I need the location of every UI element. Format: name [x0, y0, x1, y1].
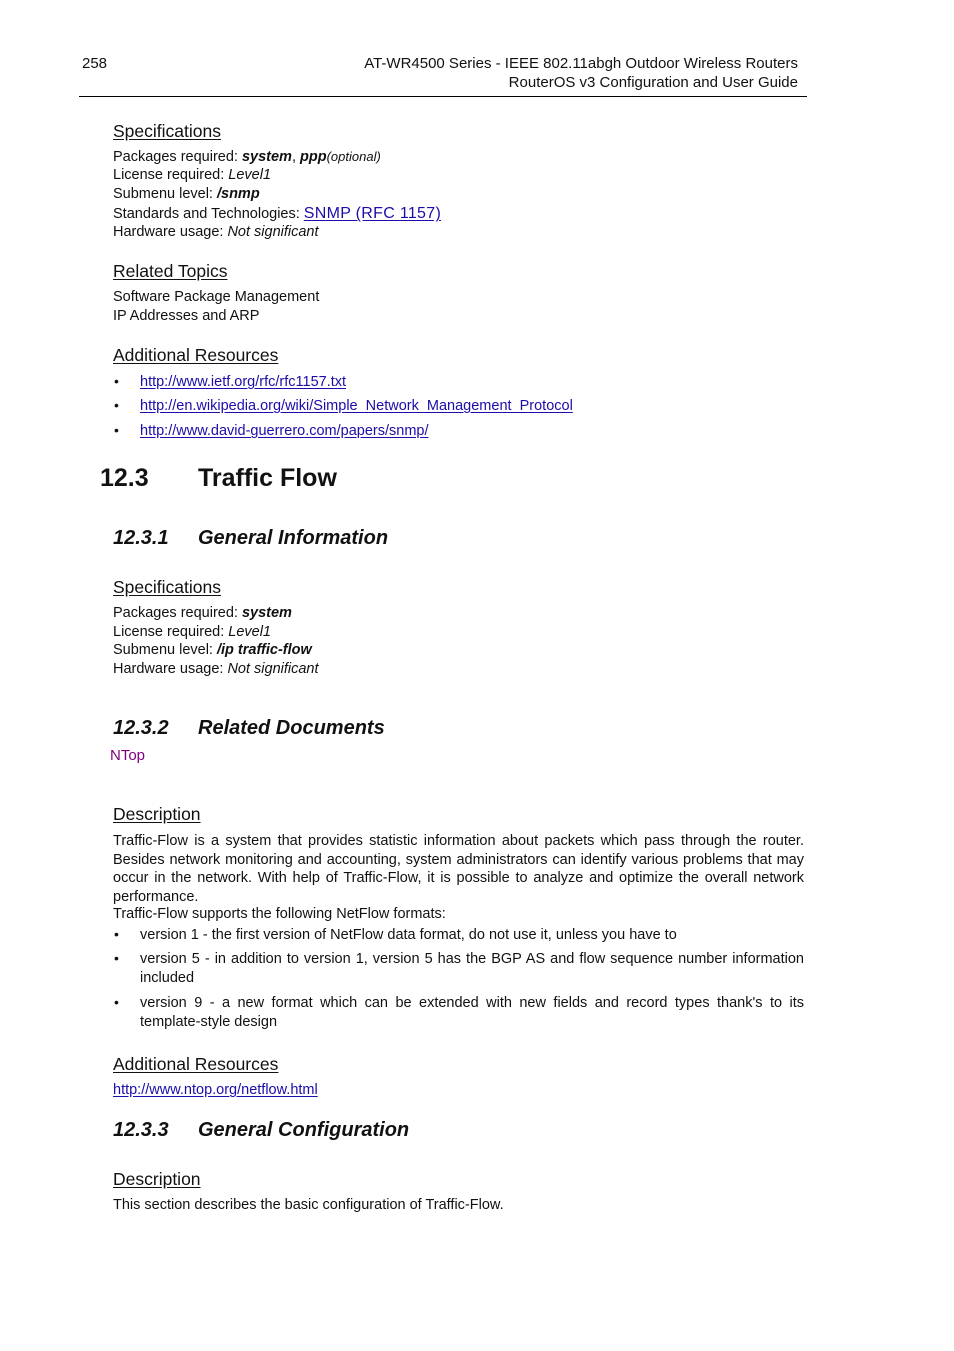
bullet-icon: •	[114, 994, 119, 1010]
page-number: 258	[82, 55, 108, 72]
formats-intro: Traffic-Flow supports the following NetFlow formats:	[113, 906, 446, 922]
header-title-line2: RouterOS v3 Configuration and User Guide	[508, 74, 798, 91]
format-list-item: version 9 - a new format which can be extended with new fields and record types thank's to its template-style design	[140, 995, 804, 1030]
snmp-submenu-line: Submenu level: /snmp	[113, 186, 260, 202]
subsection-number: 12.3.2	[113, 717, 169, 739]
snmp-packages-line: Packages required: system, ppp(optional)	[113, 149, 381, 165]
snmp-standards-line: Standards and Technologies: SNMP (RFC 1157)	[113, 205, 442, 222]
bullet-icon: •	[114, 373, 119, 389]
format-list-item: version 5 - in addition to version 1, version 5 has the BGP AS and flow sequence number information included	[140, 951, 804, 986]
tf-hardware-line: Hardware usage: Not significant	[113, 661, 319, 677]
tf-packages-line: Packages required: system	[113, 605, 292, 621]
subsection-number: 12.3.3	[113, 1119, 169, 1141]
section-number: 12.3	[100, 464, 149, 492]
section-title: Traffic Flow	[198, 464, 337, 492]
related-topic-item: IP Addresses and ARP	[113, 308, 260, 324]
subsection-number: 12.3.1	[113, 527, 169, 549]
subsection-title: General Configuration	[198, 1119, 410, 1141]
tf-additional-resources-heading: Additional Resources	[113, 1054, 279, 1074]
subsection-title: Related Documents	[198, 717, 385, 739]
description-heading: Description	[113, 804, 201, 824]
tf-submenu-line: Submenu level: /ip traffic-flow	[113, 642, 312, 658]
tf-license-line: License required: Level1	[113, 624, 271, 640]
snmp-rfc-link[interactable]: SNMP (RFC 1157)	[303, 205, 442, 222]
resource-link[interactable]: http://en.wikipedia.org/wiki/Simple_Network_Management_Protocol	[140, 398, 573, 414]
netflow-resource-link[interactable]: http://www.ntop.org/netflow.html	[113, 1082, 318, 1098]
snmp-hardware-line: Hardware usage: Not significant	[113, 224, 319, 240]
tf-specifications-heading: Specifications	[113, 577, 221, 597]
config-description-heading: Description	[113, 1169, 201, 1189]
related-topics-heading: Related Topics	[113, 261, 228, 281]
snmp-additional-resources-heading: Additional Resources	[113, 345, 279, 365]
bullet-icon: •	[114, 422, 119, 438]
snmp-license-line: License required: Level1	[113, 167, 271, 183]
header-title-line1: AT-WR4500 Series - IEEE 802.11abgh Outdoor Wireless Routers	[364, 55, 798, 72]
bullet-icon: •	[114, 926, 119, 942]
bullet-icon: •	[114, 397, 119, 413]
resource-link[interactable]: http://www.david-guerrero.com/papers/snmp/	[140, 423, 429, 439]
subsection-title: General Information	[198, 527, 389, 549]
bullet-icon: •	[114, 950, 119, 966]
resource-link[interactable]: http://www.ietf.org/rfc/rfc1157.txt	[140, 374, 347, 390]
header-rule	[79, 96, 807, 97]
description-paragraph: Traffic-Flow is a system that provides statistic information about packets which pass through the router. Besides network monitoring and accounting, system administrators can identify various problems that may occur in the network. With help of Traffic-Flow, it is possible to analyze and optimize the overall network performance.	[113, 833, 804, 905]
ntop-link[interactable]: NTop	[110, 747, 146, 764]
config-description-text: This section describes the basic configuration of Traffic-Flow.	[113, 1197, 504, 1213]
related-topic-item: Software Package Management	[113, 289, 320, 305]
format-list-item: version 1 - the first version of NetFlow data format, do not use it, unless you have to	[140, 927, 677, 943]
snmp-specifications-heading: Specifications	[113, 121, 221, 141]
